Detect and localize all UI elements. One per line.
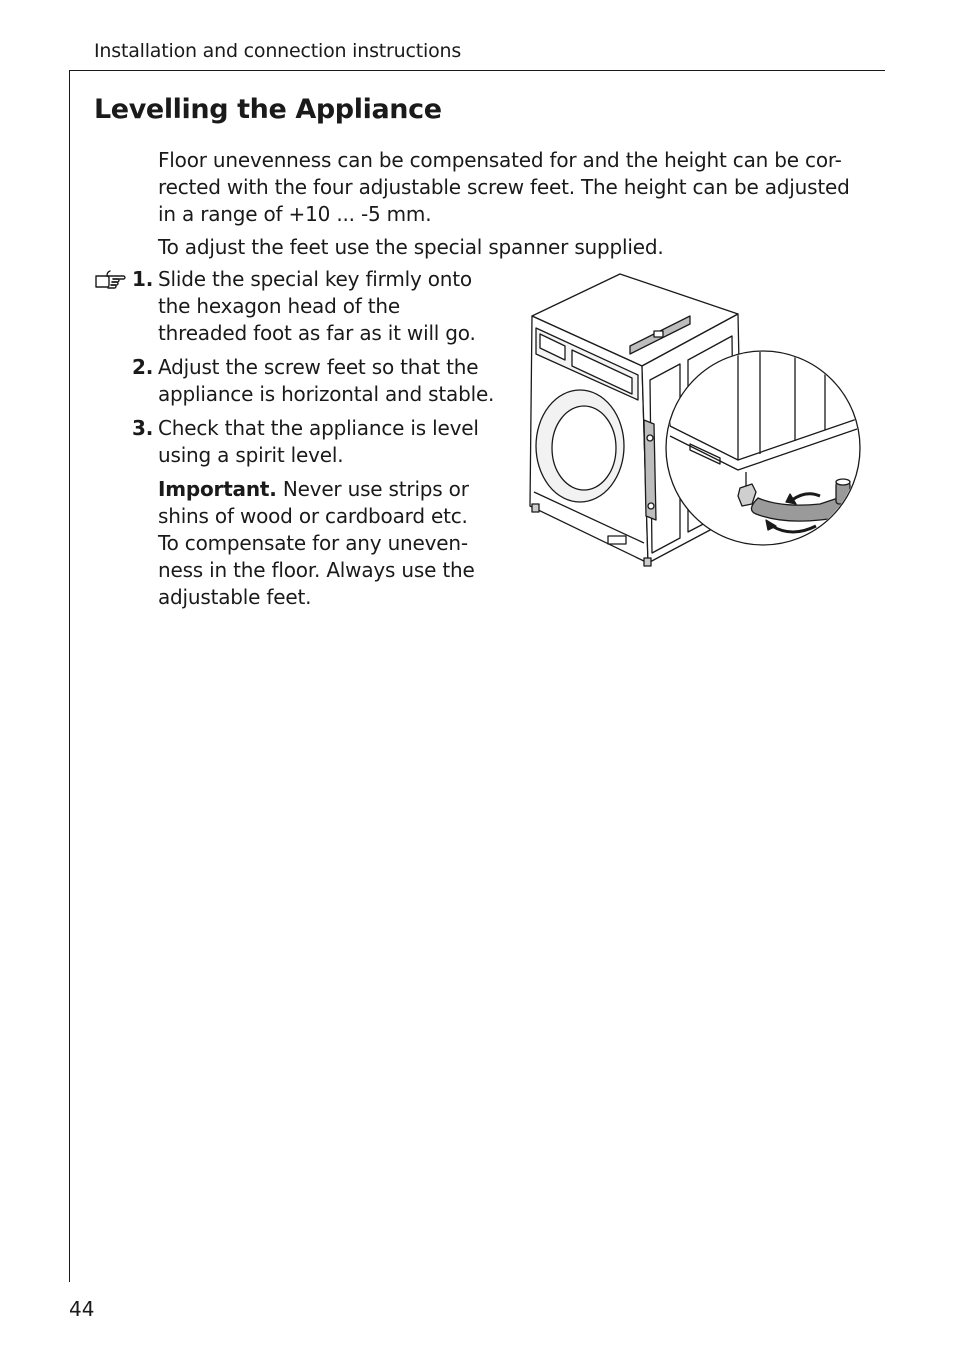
steps-list: [94, 266, 504, 611]
intro-paragraph: [158, 147, 858, 228]
step-number: 1.: [132, 267, 154, 291]
running-header: Installation and connection instructions: [94, 40, 462, 62]
step-line: Slide the special key firmly onto: [158, 267, 472, 291]
intro-line: in a range of +10 ... -5 mm.: [158, 202, 432, 226]
step-3: [94, 415, 504, 469]
step-number: 3.: [132, 416, 154, 440]
door-inner: [552, 406, 616, 490]
step-line: Adjust the screw feet so that the: [158, 355, 479, 379]
header-rule: [69, 70, 885, 71]
step-line: appliance is horizontal and stable.: [158, 382, 495, 406]
intro-line: Floor unevenness can be compensated for and the height can be cor-: [158, 148, 842, 172]
important-note: [94, 476, 504, 611]
side-rule: [69, 70, 70, 1282]
intro-line: rected with the four adjustable screw feet. The height can be adjusted: [158, 175, 850, 199]
washing-machine-levelling-illustration: [520, 268, 865, 573]
step-1: [94, 266, 504, 347]
step-line: Check that the appliance is level: [158, 416, 479, 440]
important-line: adjustable feet.: [158, 585, 312, 609]
important-line: shins of wood or cardboard etc.: [158, 504, 468, 528]
step-line: the hexagon head of the: [158, 294, 401, 318]
important-line: To compensate for any uneven-: [158, 531, 468, 555]
step-line: using a spirit level.: [158, 443, 344, 467]
important-label: Important.: [158, 477, 277, 501]
important-line: ness in the floor. Always use the: [158, 558, 475, 582]
step-2: [94, 354, 504, 408]
section-title: Levelling the Appliance: [94, 94, 442, 125]
page-number: 44: [69, 1297, 95, 1321]
important-line: Never use strips or: [276, 477, 469, 501]
step-number: 2.: [132, 355, 154, 379]
step-line: threaded foot as far as it will go.: [158, 321, 476, 345]
spanner-note: To adjust the feet use the special spanner supplied.: [158, 235, 664, 259]
